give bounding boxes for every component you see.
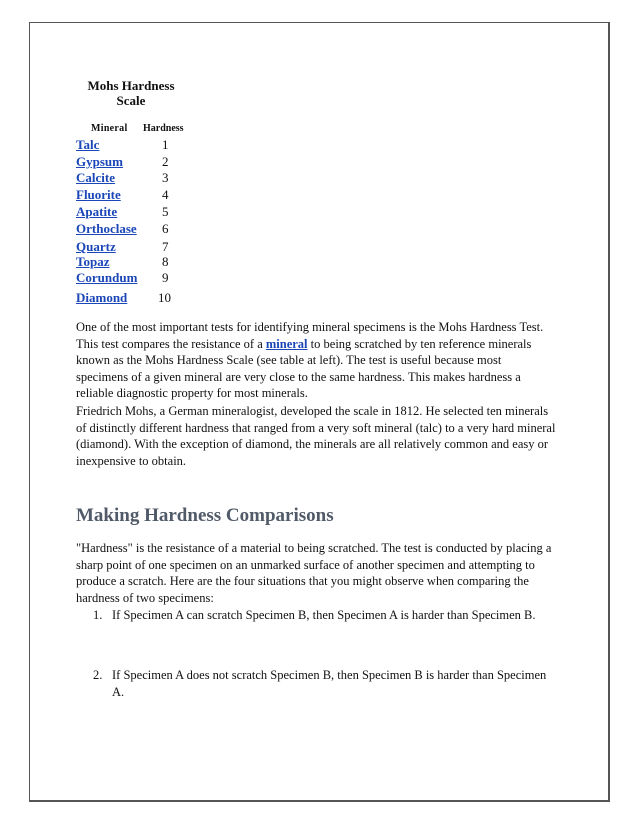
- table-row: Calcite 3: [76, 170, 169, 185]
- section-heading: Making Hardness Comparisons: [76, 505, 334, 526]
- list-text: If Specimen A does not scratch Specimen B, then Specimen B is harder than Specimen A.: [112, 668, 547, 699]
- intro-text-end: to being scratched by ten reference minerals known as the Mohs Hardness Scale (see table at left). The test is useful because most specimens of a given mineral are very close to the same hardness. This makes hardness a reliable diagnostic property for most minerals.: [76, 336, 532, 401]
- paragraph-history: Friedrich Mohs, a German mineralogist, developed the scale in 1812. He selected ten minerals of distinctly different hardness that ranged from a very soft mineral (talc) to a very hard mineral (diamond). With the exception of diamond, the minerals are all relatively common and easy or inexpensive to obtain.: [76, 404, 556, 468]
- column-header-hardness: Hardness: [143, 123, 184, 134]
- mineral-link-corundum[interactable]: Corundum: [76, 270, 138, 285]
- list-number: 1.: [93, 608, 103, 622]
- list-number: 2.: [93, 668, 103, 682]
- table-row: Orthoclase 6: [76, 221, 169, 236]
- table-row: Topaz 8: [76, 254, 169, 269]
- table-row: Quartz 7: [76, 239, 169, 254]
- mineral-link-topaz[interactable]: Topaz: [76, 254, 110, 269]
- mineral-link-apatite[interactable]: Apatite: [76, 204, 118, 219]
- list-text: If Specimen A can scratch Specimen B, then Specimen A is harder than Specimen B.: [112, 608, 536, 622]
- table-title: Mohs Hardness Scale: [87, 78, 175, 108]
- mineral-link-diamond[interactable]: Diamond: [76, 290, 128, 305]
- mineral-link-quartz[interactable]: Quartz: [76, 239, 116, 254]
- table-row: Apatite 5: [76, 204, 169, 219]
- paragraph-hardness-definition: "Hardness" is the resistance of a material to being scratched. The test is conducted by placing a sharp point of one specimen on an unmarked surface of another specimen and attempting to produce a scratch. Here are the four situations that you might observe when comparing the hardness of two specimens:: [76, 541, 552, 605]
- mineral-link-calcite[interactable]: Calcite: [76, 170, 115, 185]
- mineral-link-gypsum[interactable]: Gypsum: [76, 154, 123, 169]
- mineral-link-orthoclase[interactable]: Orthoclase: [76, 221, 137, 236]
- intro-text-start: One of the most important tests for identifying mineral specimens is the Mohs Hardness Test. This test compares the resistance of a: [76, 320, 544, 351]
- table-row: Diamond 10: [76, 290, 171, 305]
- mineral-link-fluorite[interactable]: Fluorite: [76, 187, 121, 202]
- column-header-mineral: Mineral: [91, 123, 128, 134]
- mineral-link[interactable]: mineral: [265, 336, 308, 351]
- table-row: Corundum 9: [76, 270, 169, 285]
- paragraph-intro: [76, 319, 556, 402]
- table-row: Talc 1: [76, 137, 169, 152]
- mineral-link-talc[interactable]: Talc: [76, 137, 100, 152]
- table-row: Fluorite 4: [76, 187, 169, 202]
- table-row: Gypsum 2: [76, 154, 169, 169]
